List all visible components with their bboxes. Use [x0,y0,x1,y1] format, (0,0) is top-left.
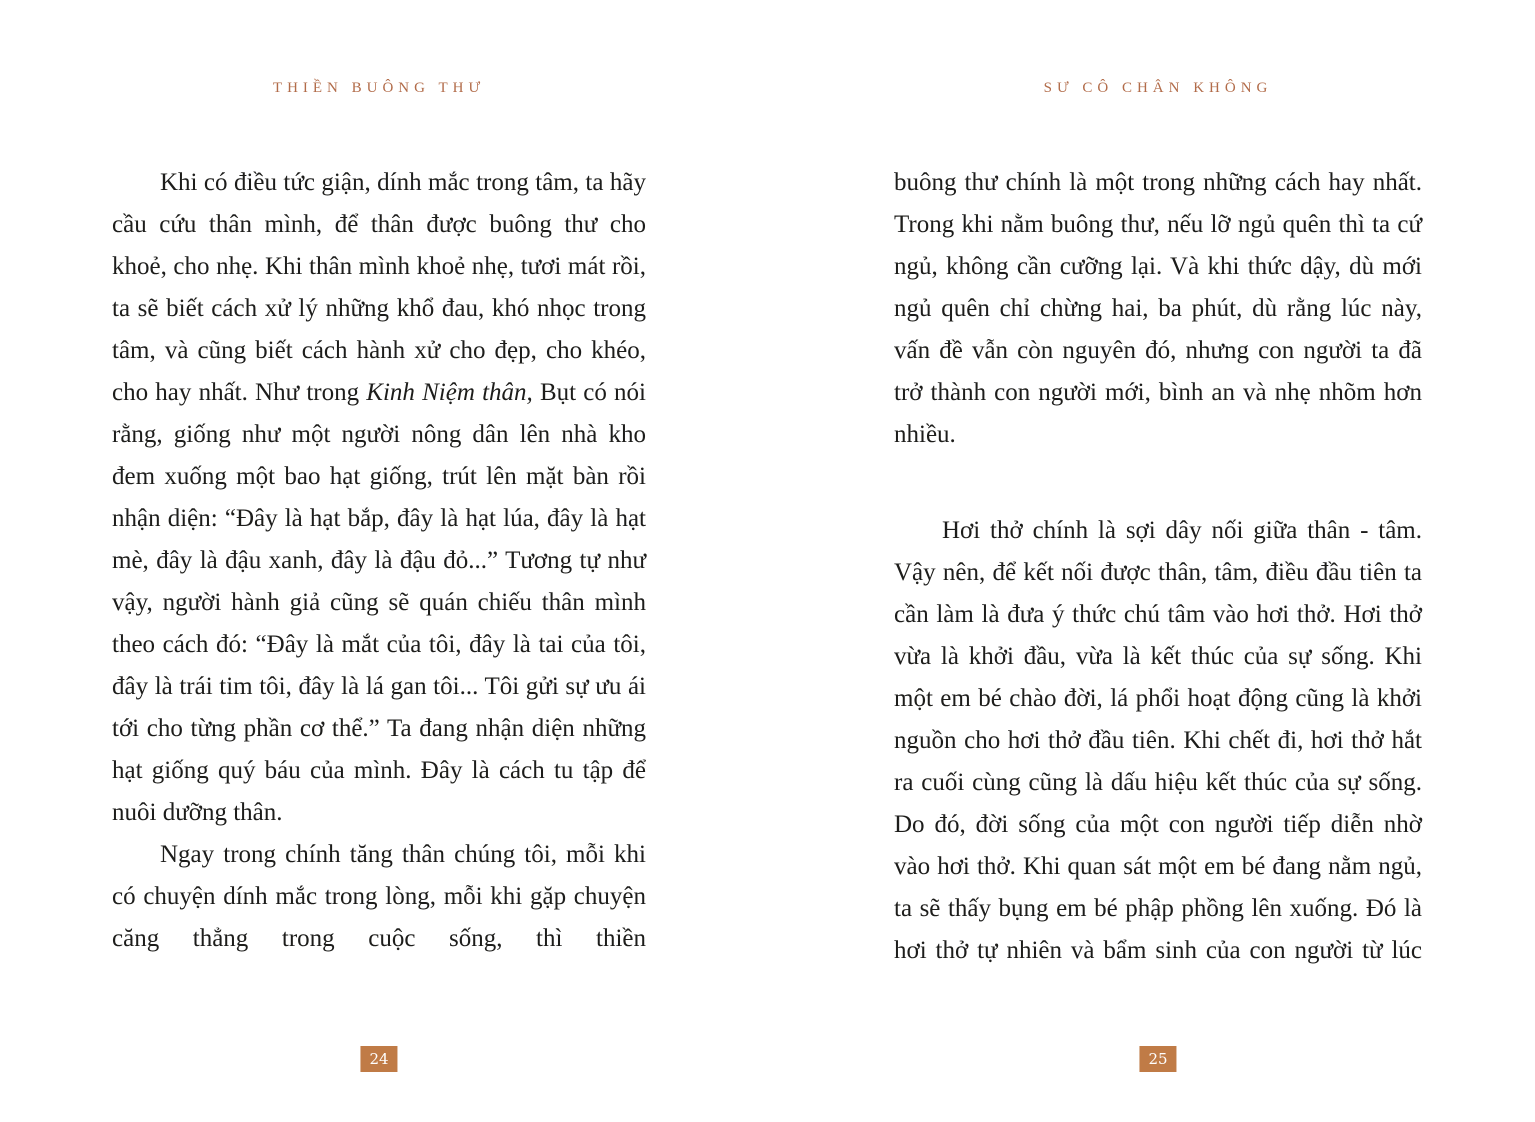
left-running-header: THIỀN BUÔNG THƯ [272,80,486,96]
right-page [894,0,1422,1122]
paragraph: Ngay trong chính tăng thân chúng tôi, mỗi khi có chuyện dính mắc trong lòng, mỗi khi gặp chuyện căng thẳng trong cuộc sống, thì thiền [112,841,646,952]
right-page-number: 25 [1139,1046,1176,1072]
left-page-number: 24 [360,1046,397,1072]
right-page-body [894,162,1422,972]
paragraph: Hơi thở chính là sợi dây nối giữa thân - tâm. Vậy nên, để kết nối được thân, tâm, điều đầu tiên ta cần làm là đưa ý thức chú tâm vào hơi thở. Hơi thở vừa là khởi đầu, vừa là kết thúc của sự sống. Khi một em bé chào đời, lá phổi hoạt động cũng là khởi nguồn cho hơi thở đầu tiên. Khi chết đi, hơi thở hắt ra cuối cùng cũng là dấu hiệu kết thúc của sự sống. Do đó, đời sống của một con người tiếp diễn nhờ vào hơi thở. Khi quan sát một em bé đang nằm ngủ, ta sẽ thấy bụng em bé phập phồng lên xuống. Đó là hơi thở tự nhiên và bẩm sinh của con người từ lúc [894,517,1422,964]
book-title-italic: Kinh Niệm thân, [366,379,533,406]
paragraph-text: Khi có điều tức giận, dính mắc trong tâm, ta hãy cầu cứu thân mình, để thân được buông thư cho khoẻ, cho nhẹ. Khi thân mình khoẻ nhẹ, tươi mát rồi, ta sẽ biết cách xử lý những khổ đau, khó nhọc trong tâm, và cũng biết cách hành xử cho đẹp, cho khéo, cho hay nhất. Như trong [112,169,646,406]
right-running-header: SƯ CÔ CHÂN KHÔNG [1043,80,1273,96]
left-page-body [112,162,646,960]
paragraph: buông thư chính là một trong những cách hay nhất. Trong khi nằm buông thư, nếu lỡ ngủ quên thì ta cứ ngủ, không cần cưỡng lại. Và khi thức dậy, dù mới ngủ quên chỉ chừng hai, ba phút, dù rằng lúc này, vấn đề vẫn còn nguyên đó, nhưng con người ta đã trở thành con người mới, bình an và nhẹ nhõm hơn nhiều. [894,169,1422,448]
paragraph-text: Bụt có nói rằng, giống như một người nông dân lên nhà kho đem xuống một bao hạt giống, trút lên mặt bàn rồi nhận diện: “Đây là hạt bắp, đây là hạt lúa, đây là hạt mè, đây là đậu xanh, đây là đậu đỏ...” Tương tự như vậy, người hành giả cũng sẽ quán chiếu thân mình theo cách đó: “Đây là mắt của tôi, đây là tai của tôi, đây là trái tim tôi, đây là lá gan tôi... Tôi gửi sự ưu ái tới cho từng phần cơ thể.” Ta đang nhận diện những hạt giống quý báu của mình. Đây là cách tu tập để nuôi dưỡng thân. [112,379,646,826]
left-page [112,0,646,1122]
paragraph [112,162,646,834]
